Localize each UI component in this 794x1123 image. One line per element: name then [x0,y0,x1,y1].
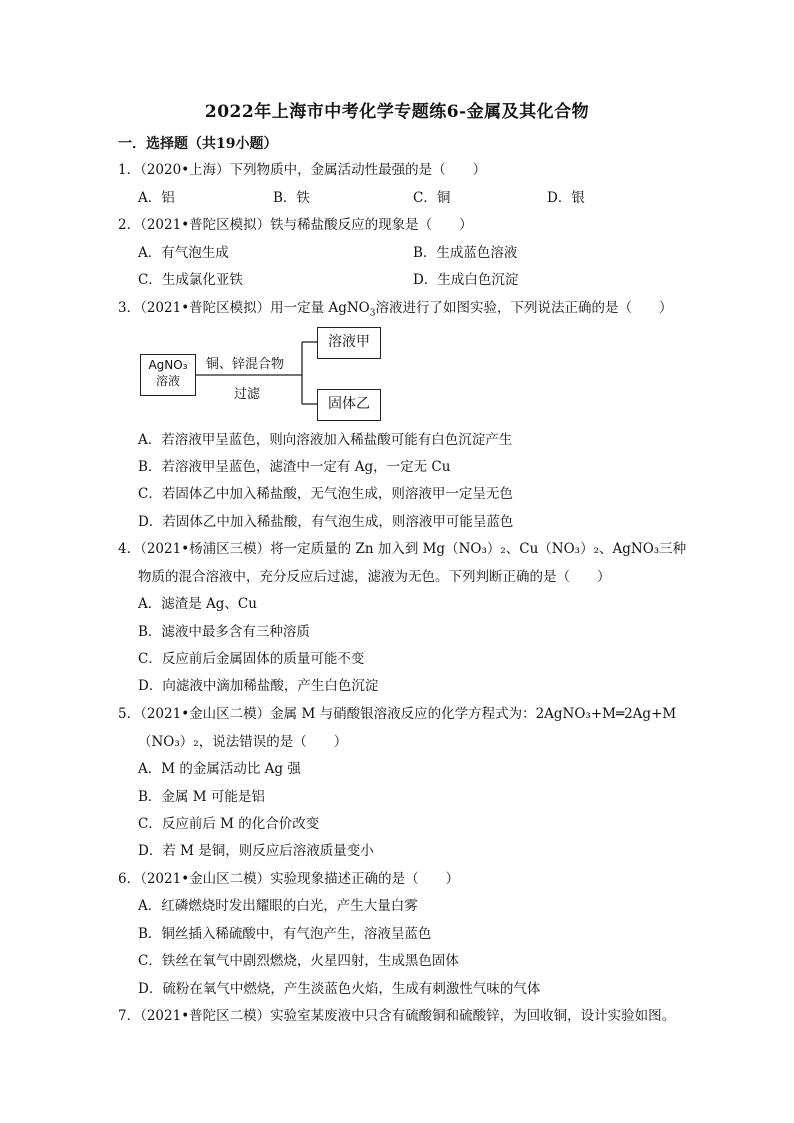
question-2-option-b: B．生成蓝色溶液 [413,245,518,261]
question-3-stem [118,295,672,328]
section-heading: 一．选择题（共19小题） [118,136,278,152]
question-6-option-a: A．红磷燃烧时发出耀眼的白光，产生大量白雾 [138,898,418,914]
question-5-line2: （NO₃）₂，说法错误的是（ ） [138,734,348,750]
question-5-line1: 5．（2021•金山区二模）金属 M 与硝酸银溶液反应的化学方程式为：2AgNO₃+M═2Ag+M [118,706,677,722]
question-2-option-c: C．生成氯化亚铁 [138,272,243,288]
solid-yi-box: 固体乙 [317,389,381,421]
question-1-stem: 1．（2020•上海）下列物质中，金属活动性最强的是（ ） [118,162,487,178]
question-6-option-b: B．铜丝插入稀硫酸中，有气泡产生，溶液呈蓝色 [138,926,432,942]
question-3-option-d: D．若固体乙中加入稀盐酸，有气泡生成，则溶液甲可能呈蓝色 [138,514,514,530]
question-1-option-b: B．铁 [273,190,310,206]
question-3-option-a: A．若溶液甲呈蓝色，则向溶液加入稀盐酸可能有白色沉淀产生 [138,432,513,448]
agno3-box-line1: AgNO₃ [148,358,188,372]
question-5-option-b: B．金属 M 可能是铝 [138,789,265,805]
question-2-option-d: D．生成白色沉淀 [413,272,519,288]
question-6-option-c: C．铁丝在氧气中剧烈燃烧，火星四射，生成黑色固体 [138,953,459,969]
question-3-option-c: C．若固体乙中加入稀盐酸，无气泡生成，则溶液甲一定呈无色 [138,486,513,502]
question-4-line1: 4．（2021•杨浦区三模）将一定质量的 Zn 加入到 Mg（NO₃）₂、Cu（NO₃）₂、AgNO₃三种 [118,541,687,557]
experiment-diagram [140,327,390,419]
page-title: 2022年上海市中考化学专题练6-金属及其化合物 [204,102,590,122]
question-4-line2: 物质的混合溶液中，充分反应后过滤，滤液为无色。下列判断正确的是（ ） [138,569,611,585]
question-3-stem-post: 溶液进行了如图实验，下列说法正确的是（ ） [375,300,673,316]
question-6-option-d: D．硫粉在氧气中燃烧，产生淡蓝色火焰，生成有刺激性气味的气体 [138,981,541,997]
agno3-box-line2: 溶液 [155,374,180,388]
question-4-option-d: D．向滤液中滴加稀盐酸，产生白色沉淀 [138,678,379,694]
question-3-stem-sub: 3 [369,308,376,319]
agno3-solution-box [140,354,196,396]
filter-label: 过滤 [234,387,261,402]
question-7-stem: 7．（2021•普陀区二模）实验室某废液中只含有硫酸铜和硫酸锌，为回收铜，设计实验如图。 [118,1008,676,1024]
solution-jia-box: 溶液甲 [317,327,381,359]
question-1-option-d: D．银 [547,190,585,206]
question-6-stem: 6．（2021•金山区二模）实验现象描述正确的是（ ） [118,871,460,887]
question-4-option-b: B．滤液中最多含有三种溶质 [138,624,310,640]
question-1-option-c: C．铜 [413,190,451,206]
question-3-stem-pre: 3．（2021•普陀区模拟）用一定量 AgNO [118,300,370,316]
question-5-option-d: D．若 M 是铜，则反应后溶液质量变小 [138,843,374,859]
question-5-option-c: C．反应前后 M 的化合价改变 [138,816,320,832]
question-1-option-a: A．铝 [138,190,175,206]
question-4-option-a: A．滤渣是 Ag、Cu [138,596,257,612]
question-4-option-c: C．反应前后金属固体的质量可能不变 [138,651,365,667]
question-3-option-b: B．若溶液甲呈蓝色，滤渣中一定有 Ag，一定无 Cu [138,459,451,475]
question-5-option-a: A．M 的金属活动比 Ag 强 [138,761,301,777]
reagent-label: 铜、锌混合物 [206,357,285,372]
question-2-stem: 2．（2021•普陀区模拟）铁与稀盐酸反应的现象是（ ） [118,217,473,233]
question-2-option-a: A．有气泡生成 [138,245,229,261]
